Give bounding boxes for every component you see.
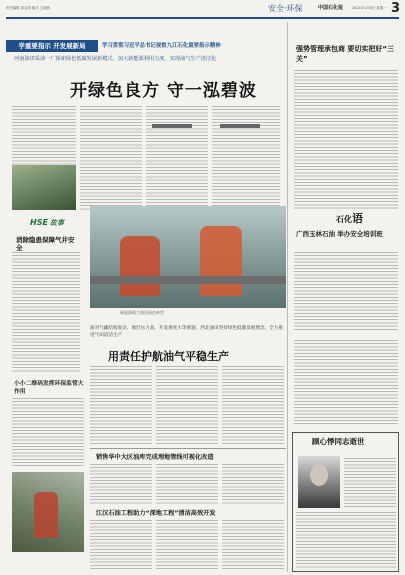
center-story-col-3 (222, 366, 284, 446)
hse-badge-text: 故事 (49, 219, 64, 227)
lead-deck: 河南油田采油一厂探索绿色低碳发展新模式，加大新能源利用力度，实现油气生产清洁化 (14, 56, 217, 62)
bottom-story-2-col-3 (222, 520, 284, 570)
bottom-story-2-col-2 (156, 520, 218, 570)
photo-worker-1 (120, 236, 160, 296)
center-story-deck: 面对气藏结构复杂、地层压力高、开发难度大等难题，西北油田坚持绿色低碳发展理念，全力推进气田清洁生产 (90, 326, 283, 338)
profile-portrait (298, 456, 340, 508)
bottom-story-1-col-3 (222, 464, 284, 504)
lead-body-col-2 (80, 106, 142, 210)
hse-story-body (12, 252, 80, 372)
profile-body-side (344, 458, 396, 508)
brief-title: 小小二维码发挥环保监管大作用 (14, 381, 84, 395)
photo-worker-2 (200, 226, 242, 296)
brief-photo-figure (34, 492, 58, 538)
brief-body (12, 398, 84, 468)
masthead (0, 0, 405, 18)
paper-name: 中国石化报 (318, 5, 344, 11)
sidebar-column-name (336, 210, 363, 226)
profile-portrait-face (310, 464, 328, 486)
brief-photo (12, 472, 84, 552)
sidebar-column-name-1: 石化 (336, 215, 352, 224)
hse-badge (30, 218, 64, 228)
subhead-marker (152, 124, 192, 128)
masthead-left-info: 责任编辑 刘志明 版式 王晓燕 (6, 6, 50, 10)
lead-side-photo (12, 165, 76, 210)
lead-banner (6, 40, 296, 52)
sidebar-story-body (294, 252, 398, 332)
bottom-story-1-title: 销售华中大区油库完成埋地管线可视化改造 (96, 454, 214, 461)
lead-main-photo (90, 206, 286, 308)
lead-body-col-3 (146, 106, 208, 210)
photo-pipe (90, 276, 286, 284)
sidebar-rule (287, 22, 288, 572)
page-number: 3 (391, 1, 401, 16)
lead-kicker-rest: 学习贯彻习近平总书记视察九江石化重要指示精神 (102, 43, 221, 49)
right-middle-body (294, 340, 398, 425)
bottom-story-1-col-1 (90, 464, 152, 504)
bottom-rule (90, 448, 286, 449)
sidebar-column-name-2: 语 (352, 212, 363, 225)
lead-body-col-4 (212, 106, 280, 210)
hse-badge-label: HSE (30, 218, 48, 227)
lead-kicker: 学重要指示 开发展新局 (6, 40, 98, 52)
bottom-story-2-title: 江汉石油工程助力“深地工程”清洁高效开发 (96, 510, 216, 517)
sidebar-title: 强势管理承包商 要切实把好“三关” (296, 45, 395, 63)
subhead-marker (220, 124, 260, 128)
center-story-col-1 (90, 366, 152, 446)
section-name: 安全·环保 (268, 4, 303, 13)
sidebar-body (294, 70, 398, 210)
hse-story-title: 消除隐患保障气井安全 (16, 236, 75, 252)
sidebar-story-title: 广西玉林石油 举办安全培训班 (296, 230, 383, 238)
bottom-story-1-col-2 (156, 464, 218, 504)
lead-headline: 开绿色良方 守一泓碧波 (70, 81, 257, 101)
bottom-story-2-col-1 (90, 520, 152, 570)
center-story-headline: 用责任护航油气平稳生产 (108, 350, 229, 363)
profile-title: 顾心悸同志逝世 (312, 437, 365, 446)
masthead-date: 2024年1月8日 星期一 (352, 6, 387, 10)
masthead-rule (6, 17, 399, 19)
lead-photo-caption: 新能源助力油田绿色转型 (120, 310, 164, 315)
profile-body (296, 512, 396, 568)
center-story-col-2 (156, 366, 218, 446)
